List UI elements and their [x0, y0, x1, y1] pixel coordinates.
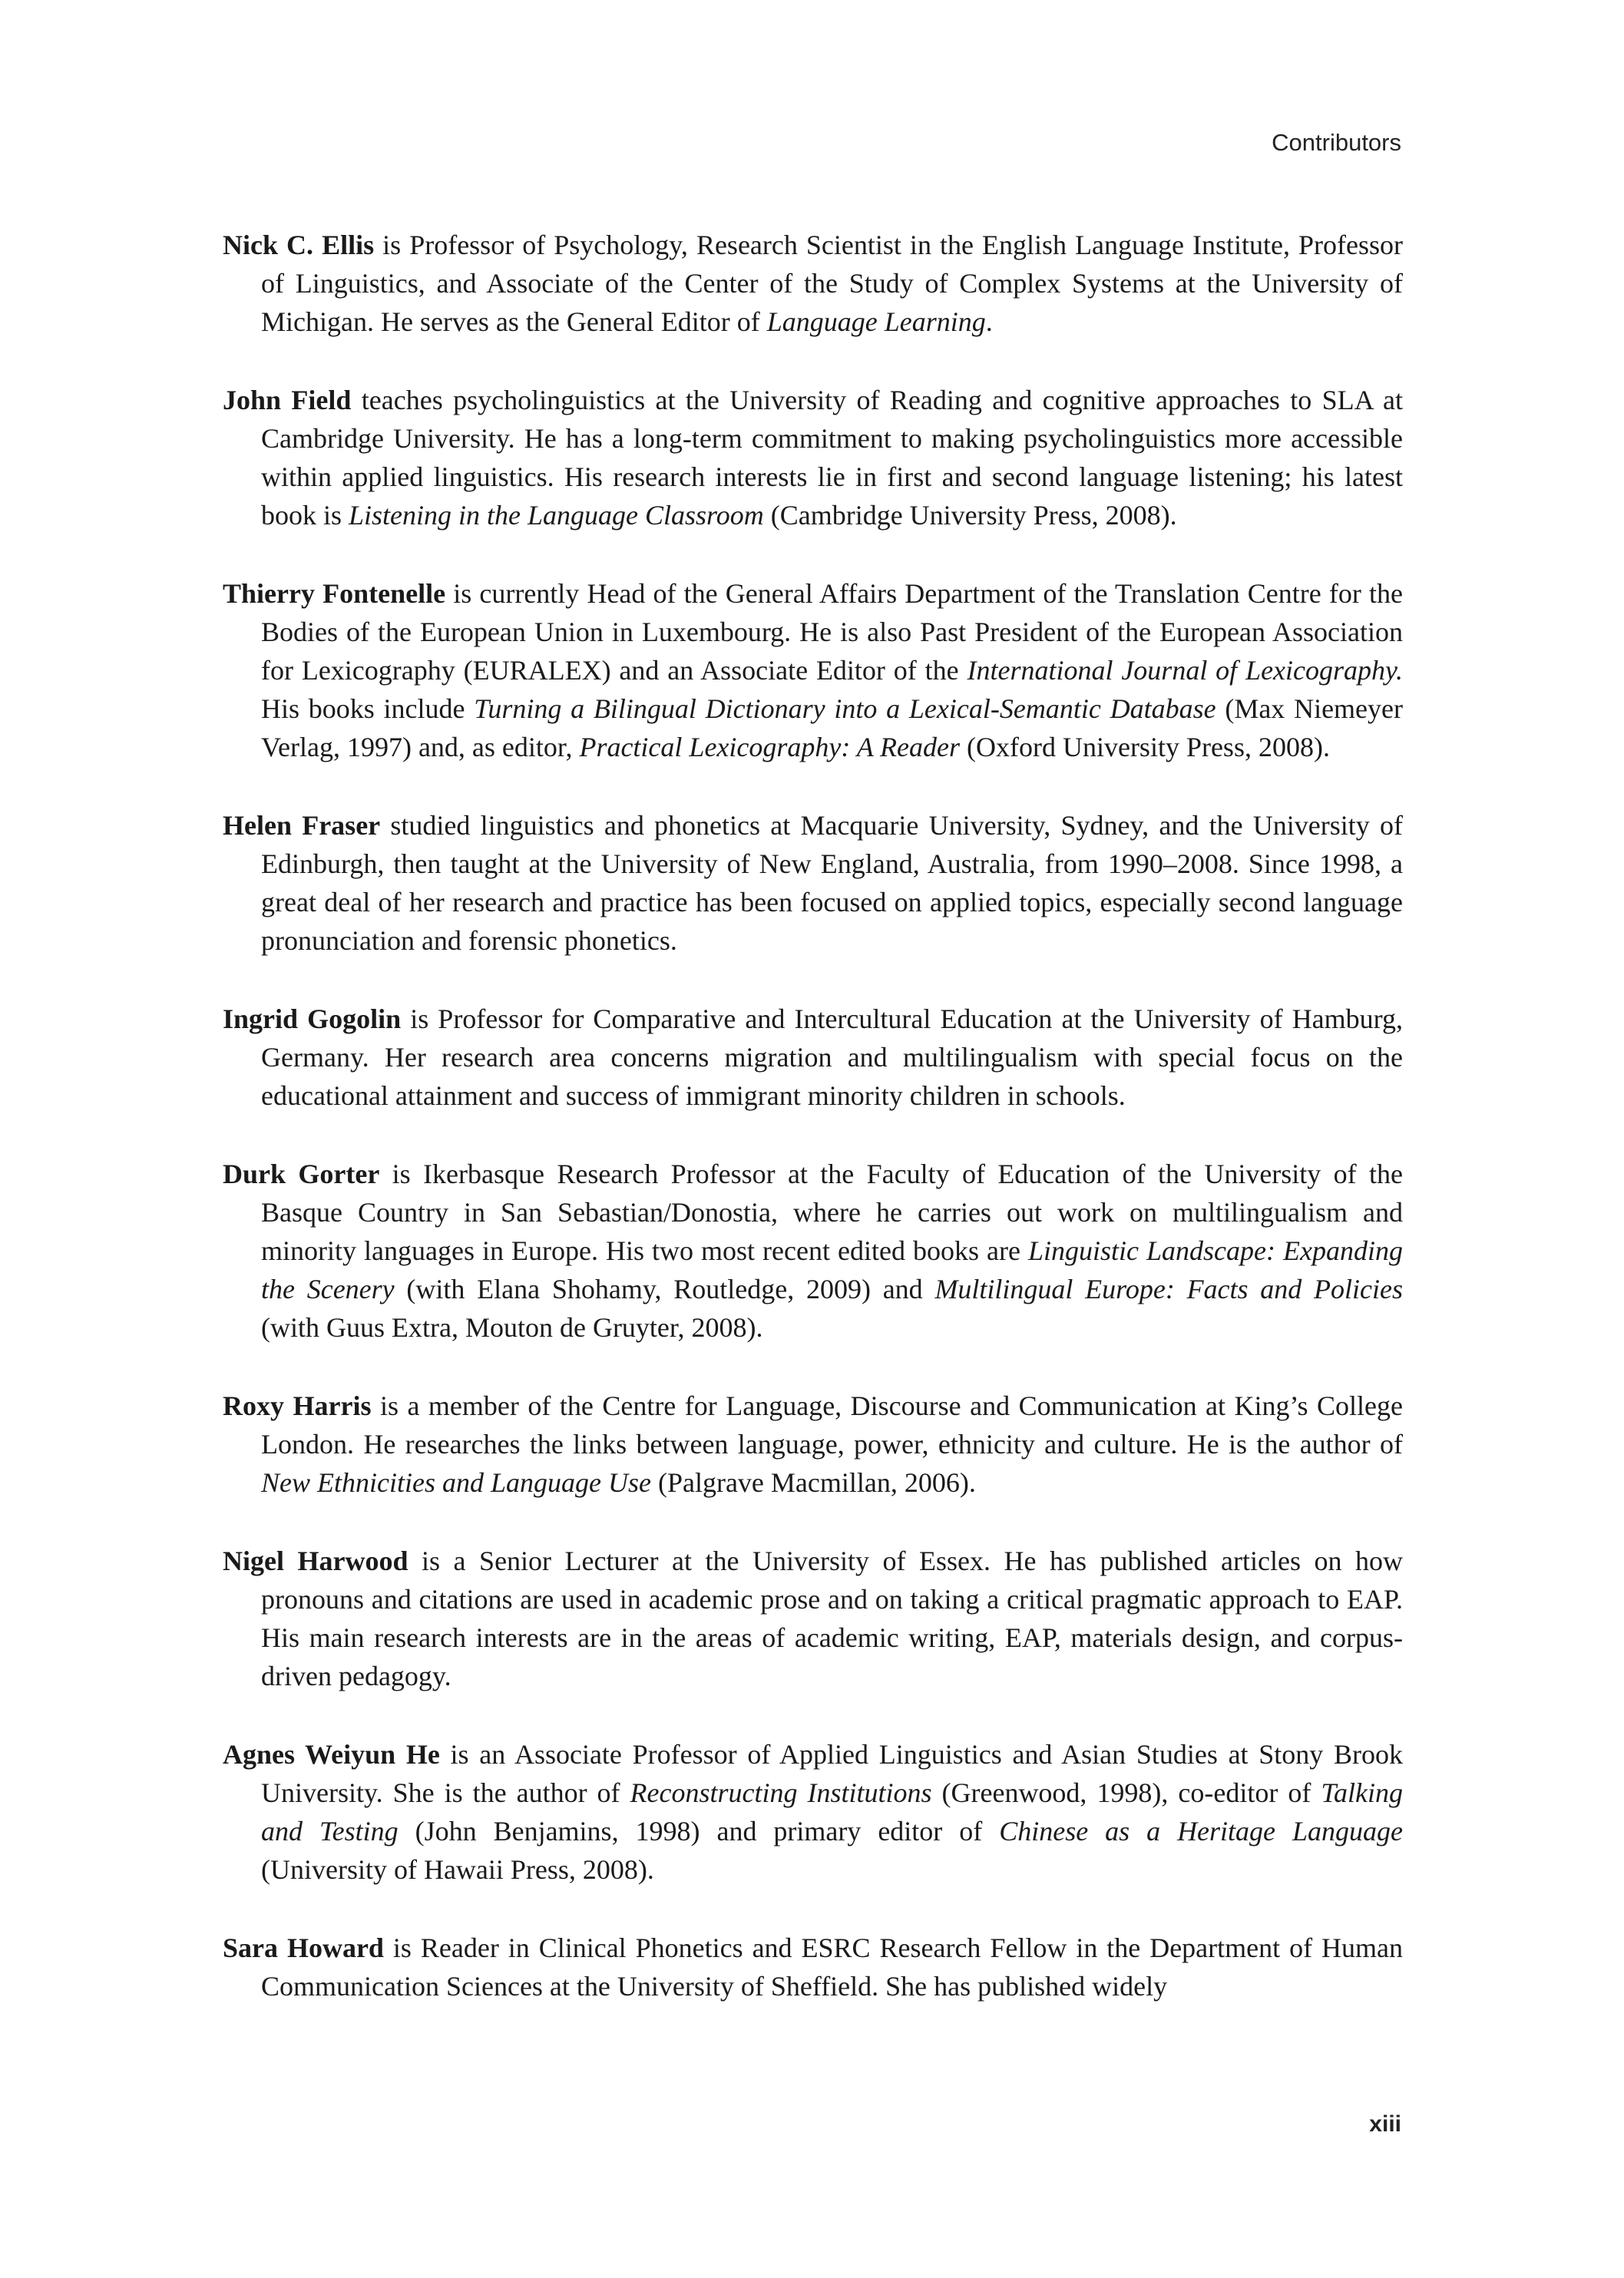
entry-text: is currently Head of the General Affairs Department of the Translation Centre for the Bodies of the European Union in Luxembourg. He is also Past President of the European Association for Lexicography (EURALEX) and an Associate Editor of the	[261, 578, 1403, 686]
contributor-name: Thierry Fontenelle	[223, 578, 446, 609]
contributor-name: Nigel Harwood	[223, 1546, 408, 1576]
entry-text: is a Senior Lecturer at the University of Essex. He has published articles on how pronouns and citations are used in academic prose and on taking a critical pragmatic approach to EAP. His main research interests are in the areas of academic writing, EAP, materials design, and corpus-driven pedagogy.	[261, 1546, 1403, 1691]
entry-text: (Max Niemeyer Verlag, 1997) and, as editor,	[261, 693, 1403, 762]
entry-text: teaches psycholinguistics at the University of Reading and cognitive approaches to SLA at Cambridge University. He has a long-term commitment to making psycholinguistics more accessible within applied linguistics. His research interests lie in first and second language listening; his latest book is	[261, 385, 1403, 531]
book-title: Chinese as a Heritage Language	[999, 1816, 1403, 1847]
journal-title: International Journal of Lexicography.	[967, 655, 1404, 686]
book-title: Turning a Bilingual Dictionary into a Lexical-Semantic Database	[474, 693, 1216, 724]
contributor-name: Agnes Weiyun He	[223, 1739, 440, 1770]
entry-text: (Oxford University Press, 2008).	[960, 732, 1330, 762]
entry-text: studied linguistics and phonetics at Macquarie University, Sydney, and the University of Edinburgh, then taught at the University of New England, Australia, from 1990–2008. Since 1998, a great deal of her research and practice has been focused on applied topics, especially second language pronunciation and forensic phonetics.	[261, 810, 1404, 956]
contributor-name: Sara Howard	[223, 1932, 384, 1963]
contributor-list	[223, 226, 1403, 2045]
running-head: Contributors	[1272, 129, 1401, 156]
entry-text: is an Associate Professor of Applied Linguistics and Asian Studies at Stony Brook University. She is the author of	[261, 1739, 1404, 1808]
contributor-name: Ingrid Gogolin	[223, 1003, 402, 1034]
page-number: xiii	[1369, 2111, 1401, 2137]
entry-text: is a member of the Centre for Language, Discourse and Communication at King’s College London. He researches the links between language, power, ethnicity and culture. He is the author of	[261, 1390, 1404, 1460]
contributor-entry	[223, 806, 1403, 960]
book-title: Reconstructing Institutions	[630, 1777, 932, 1808]
entry-text: His books include	[261, 693, 475, 724]
contributor-entry	[223, 1542, 1403, 1695]
contributor-name: Roxy Harris	[223, 1390, 372, 1421]
book-title: New Ethnicities and Language Use	[261, 1467, 651, 1498]
contributor-entry	[223, 381, 1403, 534]
book-title: Multilingual Europe: Facts and Policies	[934, 1274, 1404, 1304]
contributor-entry	[223, 226, 1403, 341]
book-title: Language Learning	[766, 306, 986, 337]
book-title: Talking and Testing	[261, 1777, 1404, 1847]
contributor-name: Durk Gorter	[223, 1159, 380, 1189]
entry-text: (University of Hawaii Press, 2008).	[261, 1854, 654, 1885]
entry-text: (John Benjamins, 1998) and primary editor of	[398, 1816, 1000, 1847]
entry-text: is Ikerbasque Research Professor at the Faculty of Education of the University of the Basque Country in San Sebastian/Donostia, where he carries out work on multilingualism and minority languages in Europe. His two most recent edited books are	[261, 1159, 1403, 1266]
contributor-entry	[223, 1155, 1403, 1347]
book-title: Listening in the Language Classroom	[349, 500, 764, 531]
entry-text: (Cambridge University Press, 2008).	[763, 500, 1177, 531]
contributor-entry	[223, 1387, 1403, 1502]
book-title: Linguistic Landscape: Expanding the Scenery	[261, 1235, 1403, 1304]
entry-text: (with Elana Shohamy, Routledge, 2009) and	[394, 1274, 935, 1304]
entry-text: (Palgrave Macmillan, 2006).	[650, 1467, 976, 1498]
contributor-name: Nick C. Ellis	[223, 230, 375, 260]
contributor-entry	[223, 1929, 1403, 2005]
contributor-entry	[223, 1735, 1403, 1889]
entry-text: (with Guus Extra, Mouton de Gruyter, 2008).	[261, 1312, 763, 1343]
contributor-name: John Field	[223, 385, 352, 415]
contributor-entry	[223, 574, 1403, 766]
contributor-name: Helen Fraser	[223, 810, 381, 841]
contributor-entry	[223, 1000, 1403, 1115]
entry-text: is Professor for Comparative and Intercultural Education at the University of Hamburg, Germany. Her research area concerns migration and multilingualism with special focus on the educational attainment and success of immigrant minority children in schools.	[261, 1003, 1404, 1111]
entry-text: (Greenwood, 1998), co-editor of	[931, 1777, 1321, 1808]
entry-text: is Professor of Psychology, Research Scientist in the English Language Institute, Professor of Linguistics, and Associate of the Center of the Study of Complex Systems at the University of Michigan. He serves as the General Editor of	[261, 230, 1403, 337]
entry-text: .	[985, 306, 993, 337]
entry-text: is Reader in Clinical Phonetics and ESRC Research Fellow in the Department of Human Communication Sciences at the University of Sheffield. She has published widely	[261, 1932, 1404, 2002]
book-title: Practical Lexicography: A Reader	[579, 732, 960, 762]
